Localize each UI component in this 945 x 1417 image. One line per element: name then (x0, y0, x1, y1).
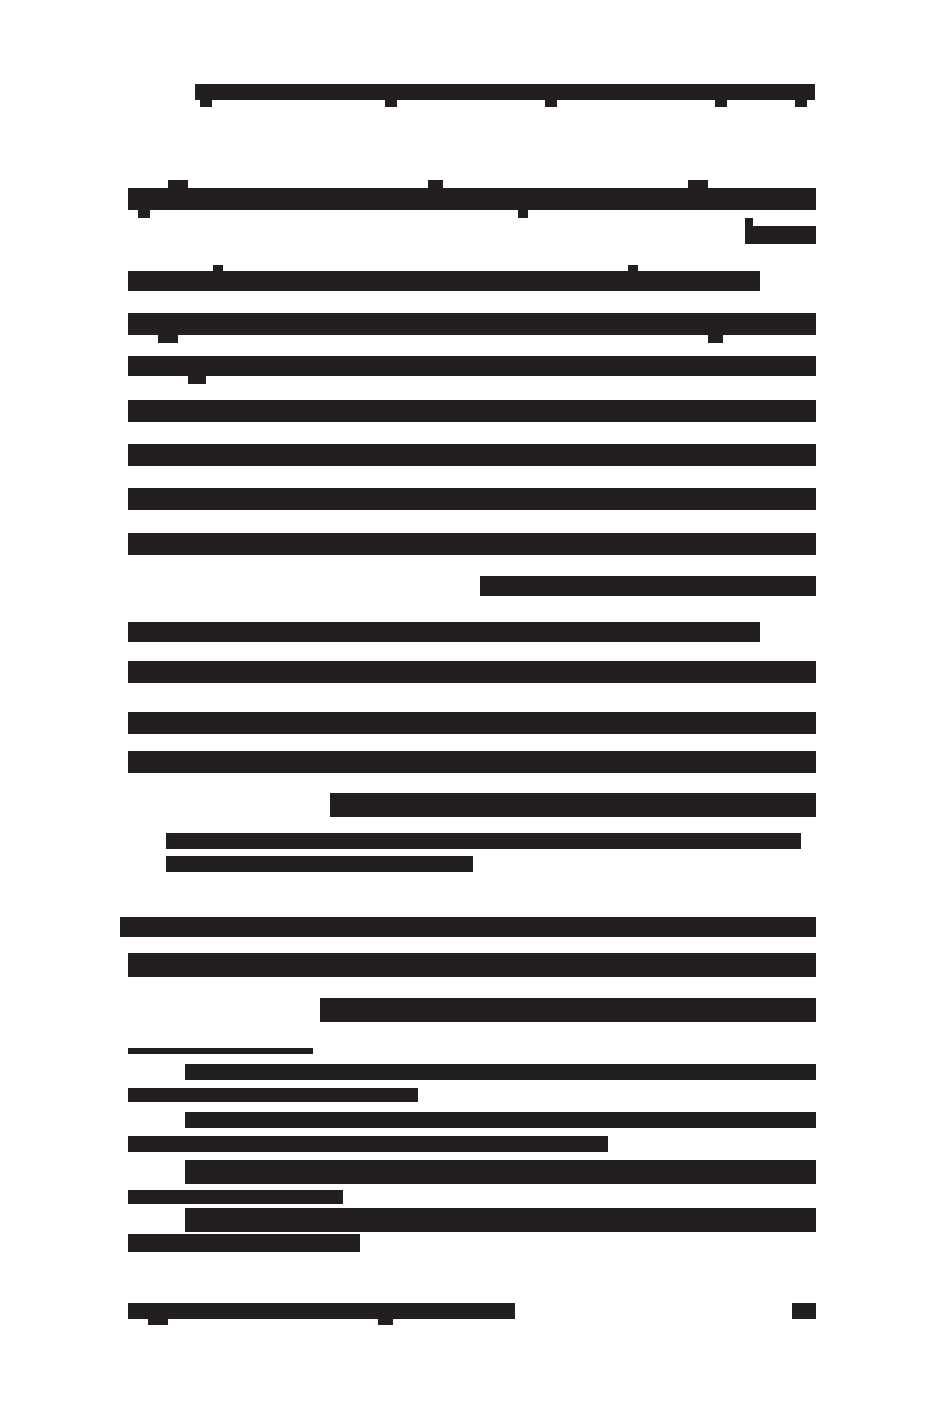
footnote-marker[interactable] (370, 265, 371, 266)
footnote-separator (128, 1048, 313, 1054)
